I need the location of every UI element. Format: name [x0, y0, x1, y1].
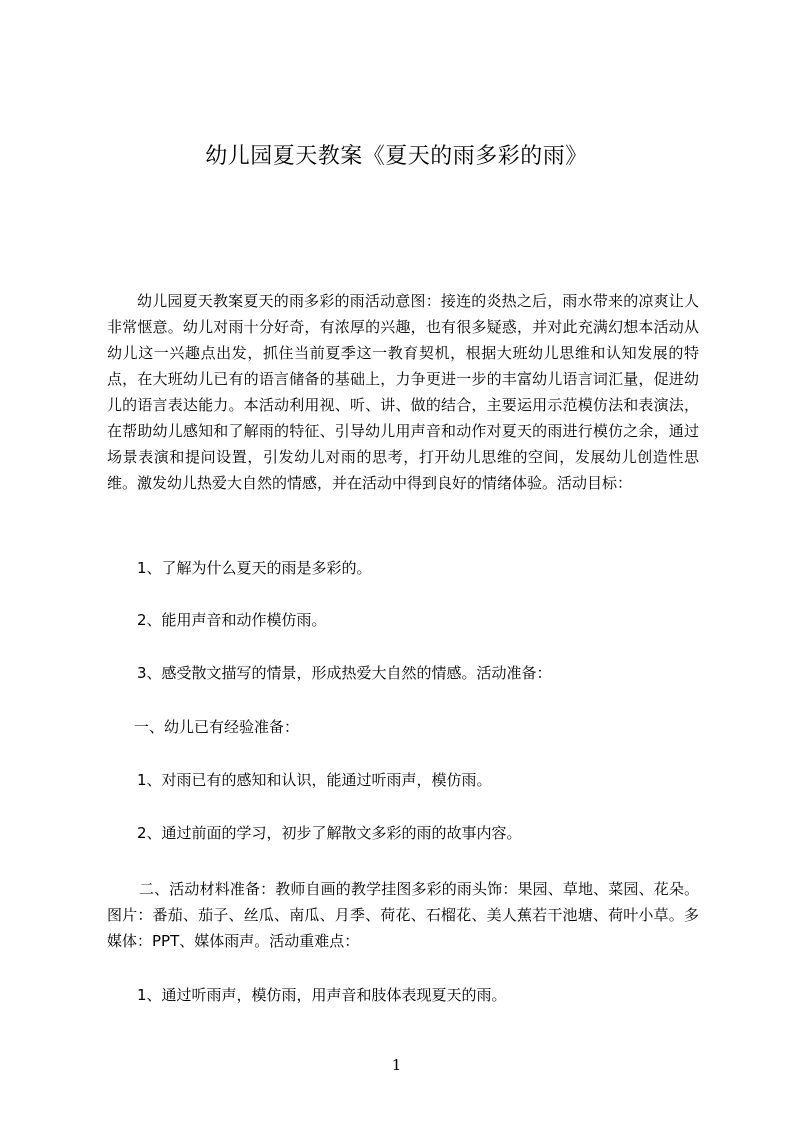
- page-number: 1: [391, 1056, 402, 1074]
- intro-paragraph: 幼儿园夏天教案夏天的雨多彩的雨活动意图：接连的炎热之后，雨水带来的凉爽让人非常惬意。幼儿对雨十分好奇，有浓厚的兴趣，也有很多疑惑，并对此充满幻想本活动从幼儿这一兴趣点出发，抓住当前夏季这一教育契机，根据大班幼儿思维和认知发展的特点，在大班幼儿已有的语言储备的基础上，力争更进一步的丰富幼儿语言词汇量，促进幼儿的语言表达能力。本活动利用视、听、讲、做的结合，主要运用示范模仿法和表演法，在帮助幼儿感知和了解雨的特征、引导幼儿用声音和动作对夏天的雨进行模仿之余，通过场景表演和提问设置，引发幼儿对雨的思考，打开幼儿思维的空间，发展幼儿创造性思维。激发幼儿热爱大自然的情感，并在活动中得到良好的情绪体验。活动目标：: [107, 292, 699, 492]
- goal-item-1: 1、了解为什么夏天的雨是多彩的。: [137, 559, 372, 577]
- prep-heading: 一、幼儿已有经验准备：: [134, 718, 300, 736]
- document-title: 幼儿园夏天教案《夏天的雨多彩的雨》: [205, 144, 588, 169]
- goal-item-3: 3、感受散文描写的情景，形成热爱大自然的情感。活动准备：: [137, 664, 552, 682]
- prep-item-2: 2、通过前面的学习，初步了解散文多彩的雨的故事内容。: [137, 824, 522, 842]
- materials-paragraph: 二、活动材料准备：教师自画的教学挂图多彩的雨头饰：果园、草地、菜园、花朵。图片：番茄、茄子、丝瓜、南瓜、月季、荷花、石榴花、美人蕉若干池塘、荷叶小草。多媒体：PPT、媒体雨声。活动重难点：: [107, 880, 699, 950]
- prep-item-1: 1、对雨已有的感知和认识，能通过听雨声，模仿雨。: [137, 771, 492, 789]
- key-point-1: 1、通过听雨声，模仿雨，用声音和肢体表现夏天的雨。: [137, 986, 507, 1004]
- goal-item-2: 2、能用声音和动作模仿雨。: [137, 611, 327, 629]
